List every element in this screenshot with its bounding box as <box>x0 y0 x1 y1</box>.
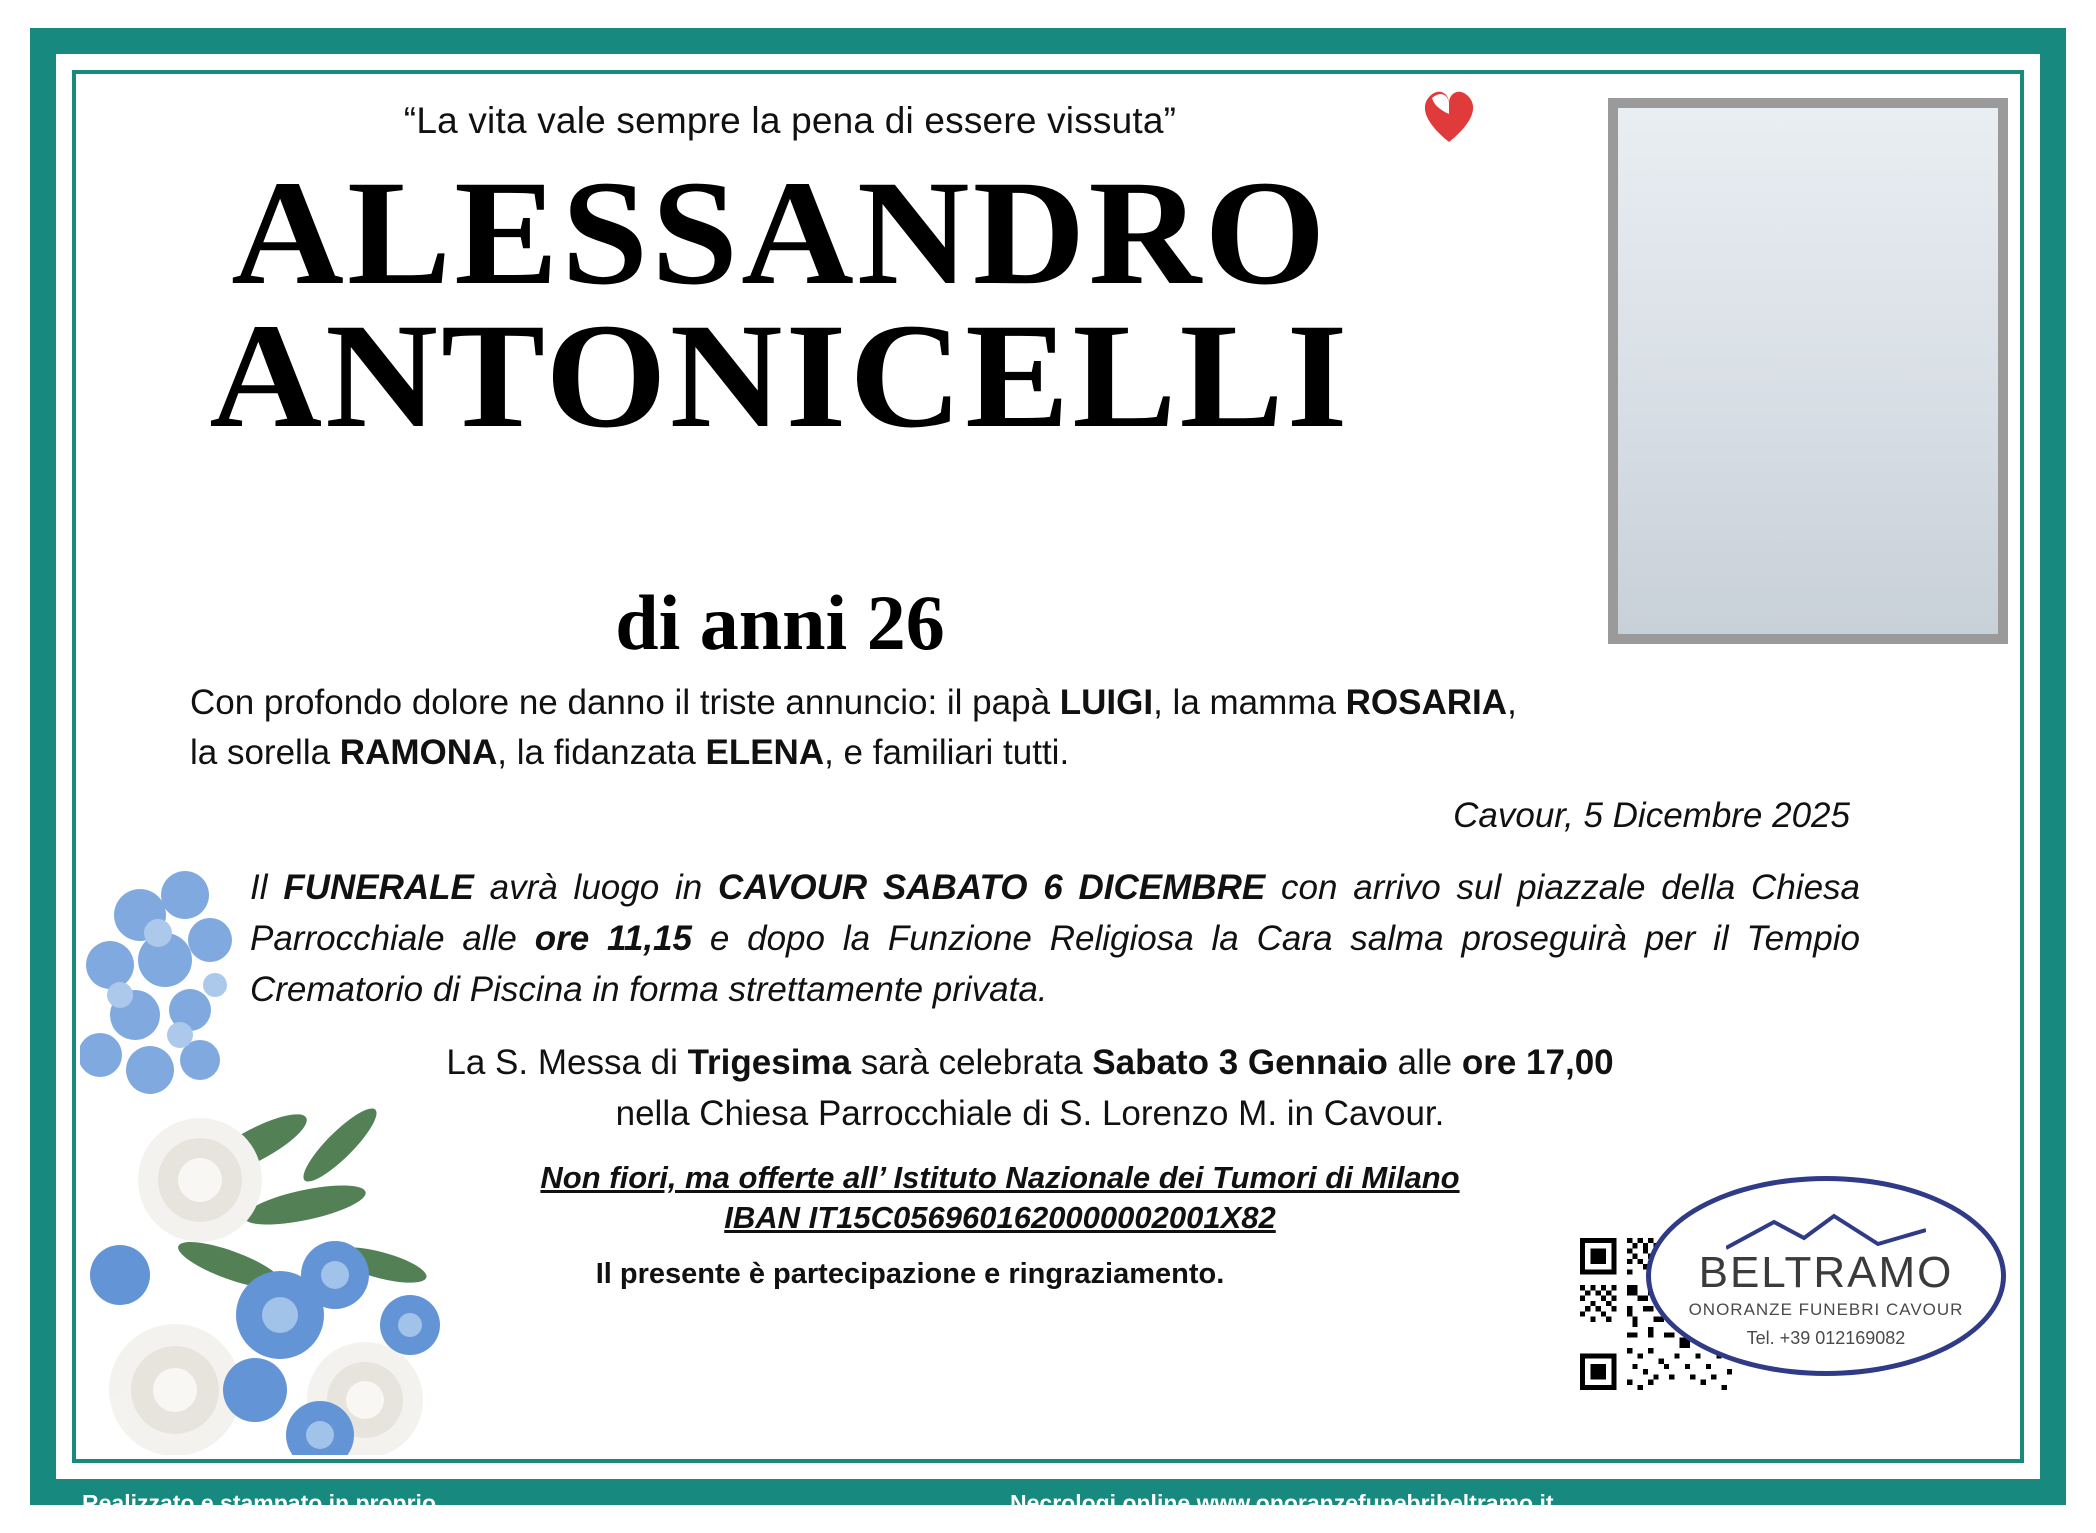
fiancee-name: ELENA <box>705 732 825 772</box>
mass-trigesima: Trigesima <box>687 1043 852 1082</box>
quote-text: “La vita vale sempre la pena di essere vissuta” <box>403 100 1177 141</box>
portrait-photo <box>1608 98 2008 644</box>
funeral-p2: avrà luogo in <box>473 868 719 907</box>
mass-details <box>250 1038 1810 1140</box>
funeral-time: ore 11,15 <box>534 918 692 958</box>
place-and-date: Cavour, 5 Dicembre 2025 <box>1453 796 1850 835</box>
funeral-p4: e dopo la Funzione Religiosa la Cara salma proseguirà per il Tempio Crematorio di Piscina in forma strettamente privata. <box>250 918 1860 1009</box>
announce-l1-end: , <box>1507 683 1517 722</box>
mass-p2: sarà celebrata <box>851 1043 1093 1082</box>
funeral-keyword: FUNERALE <box>283 868 474 907</box>
funeral-home-logo <box>1646 1176 2006 1376</box>
footer-left-text: Realizzato e stampato in proprio <box>82 1490 436 1516</box>
mass-p4: nella Chiesa Parrocchiale di S. Lorenzo M. in Cavour. <box>615 1093 1445 1133</box>
funeral-p3: con arrivo sul piazzale della Chiesa Parrocchiale alle <box>250 868 1860 958</box>
donation-line1: Non fiori, ma offerte all’ Istituto Nazionale dei Tumori di Milano <box>540 1160 1460 1195</box>
funeral-details <box>250 863 1860 1015</box>
poster-content <box>80 78 2016 1455</box>
deceased-name <box>80 150 1480 459</box>
announce-l2-end: , e familiari tutti. <box>824 732 1070 772</box>
funeral-p1: Il <box>250 868 284 907</box>
mountains-icon <box>1726 1210 1926 1250</box>
father-name: LUIGI <box>1059 683 1154 722</box>
funeral-place-day: CAVOUR SABATO 6 DICEMBRE <box>718 868 1266 907</box>
mass-p3: alle <box>1387 1043 1462 1082</box>
thanks-note: Il presente è partecipazione e ringraziamento. <box>595 1258 1225 1290</box>
announce-l1-mid: , la mamma <box>1153 683 1346 722</box>
portrait-background <box>1618 108 1998 634</box>
last-name: ANTONICELLI <box>209 292 1351 459</box>
logo-phone: Tel. +39 012169082 <box>1746 1328 1906 1348</box>
sister-name: RAMONA <box>339 732 498 772</box>
mass-p1: La S. Messa di <box>446 1043 688 1082</box>
first-name: ALESSANDRO <box>231 150 1329 316</box>
mass-time: ore 17,00 <box>1461 1043 1614 1082</box>
donation-note <box>250 1158 1750 1239</box>
announce-l1-pre: Con profondo dolore ne danno il triste annuncio: il papà <box>190 683 1060 722</box>
announce-l2-pre: la sorella <box>190 732 340 772</box>
heart-icon <box>1418 84 1480 144</box>
footer-right-text[interactable]: Necrologi online www.onoranzefunebribeltramo.it <box>1010 1490 1554 1516</box>
logo-subtitle: ONORANZE FUNEBRI CAVOUR <box>1688 1300 1964 1319</box>
age-line: di anni 26 <box>615 579 945 666</box>
logo-name: BELTRAMO <box>1698 1248 1954 1297</box>
mass-date: Sabato 3 Gennaio <box>1092 1043 1388 1082</box>
announce-l2-mid: , la fidanzata <box>497 732 706 772</box>
announcement-text <box>190 678 1840 777</box>
donation-iban: IBAN IT15C0569601620000002001X82 <box>724 1200 1276 1236</box>
mother-name: ROSARIA <box>1345 683 1508 722</box>
